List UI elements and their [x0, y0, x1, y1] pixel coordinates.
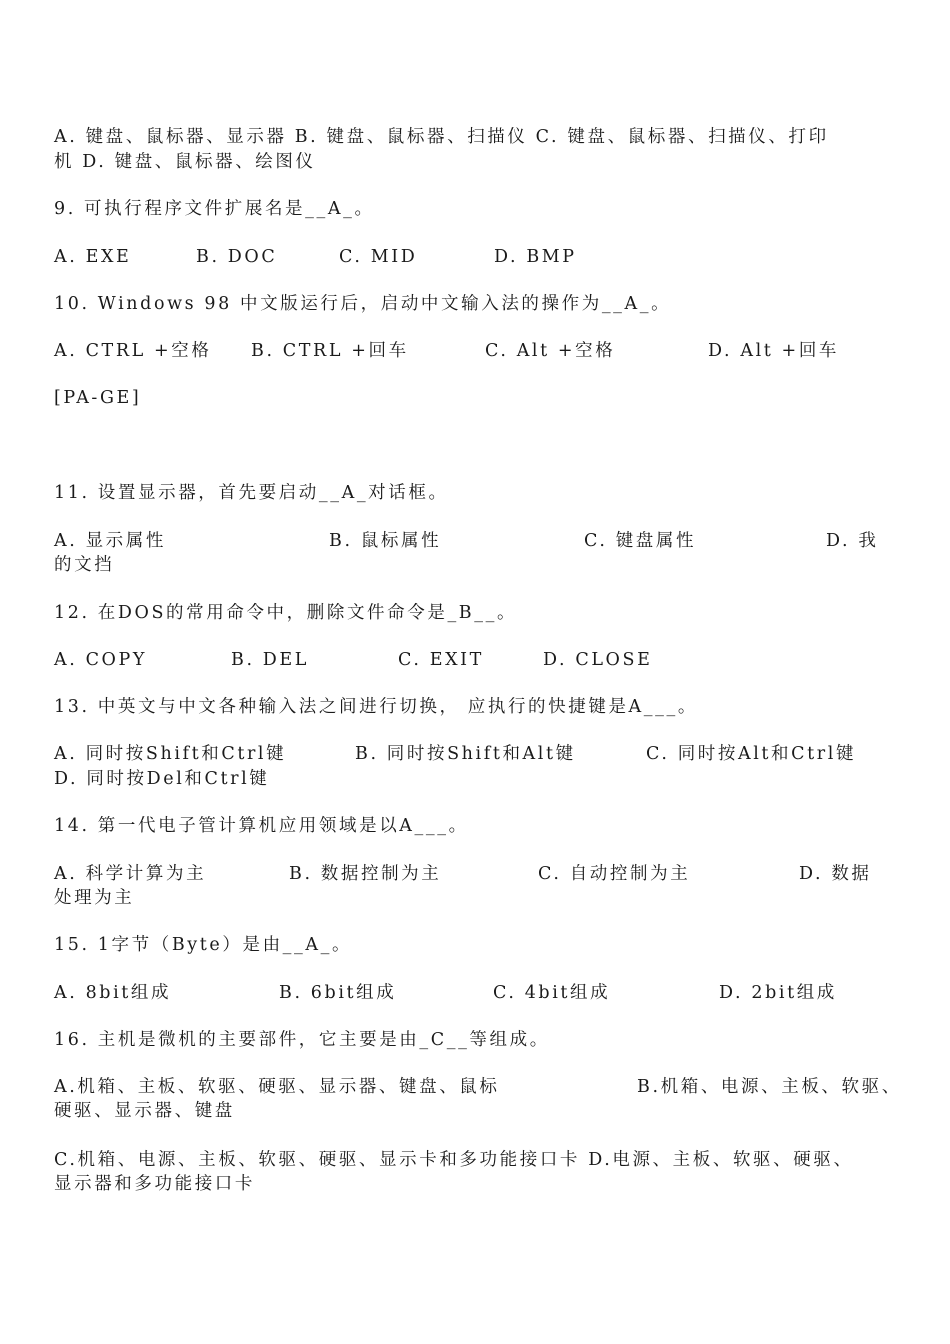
q16-option-b: B.机箱、电源、主板、软驱、	[637, 1077, 902, 1097]
q11-option-c: C. 键盘属性	[584, 531, 697, 551]
q16-options-cd: C.机箱、电源、主板、软驱、硬驱、显示卡和多功能接口卡 D.电源、主板、软驱、硬驱、	[54, 1150, 854, 1170]
q9-option-d: D. BMP	[494, 247, 577, 267]
q14-option-d: D. 数据	[799, 864, 872, 884]
q11-question: 11. 设置显示器，首先要启动__A_对话框。	[54, 483, 449, 503]
q8-options-line-2: 机 D. 键盘、鼠标器、绘图仪	[54, 152, 316, 172]
q10-option-b: B. CTRL +回车	[251, 341, 409, 361]
q16-option-a: A.机箱、主板、软驱、硬驱、显示器、键盘、鼠标	[54, 1077, 500, 1097]
q9-option-c: C. MID	[339, 247, 418, 267]
q16-option-b-continued: 硬驱、显示器、键盘	[54, 1101, 235, 1121]
q14-option-a: A. 科学计算为主	[54, 864, 207, 884]
q15-option-b: B. 6bit组成	[279, 983, 397, 1003]
q11-option-a: A. 显示属性	[54, 531, 166, 551]
q13-option-a: A. 同时按Shift和Ctrl键	[54, 744, 287, 764]
q10-option-a: A. CTRL +空格	[54, 341, 212, 361]
page-marker: [PA-GE]	[54, 388, 142, 408]
q16-option-d-continued: 显示器和多功能接口卡	[54, 1174, 255, 1194]
q13-option-c: C. 同时按Alt和Ctrl键	[646, 744, 857, 764]
q12-option-a: A. COPY	[54, 650, 148, 670]
q11-option-b: B. 鼠标属性	[329, 531, 442, 551]
q15-option-d: D. 2bit组成	[719, 983, 837, 1003]
q12-option-c: C. EXIT	[398, 650, 484, 670]
q15-question: 15. 1字节（Byte）是由__A_。	[54, 935, 353, 955]
q8-options-line-1: A. 键盘、鼠标器、显示器 B. 键盘、鼠标器、扫描仪 C. 键盘、鼠标器、扫描仪、打印	[54, 127, 829, 147]
q14-question: 14. 第一代电子管计算机应用领域是以A___。	[54, 816, 469, 836]
q11-option-d: D. 我	[826, 531, 879, 551]
q13-question: 13. 中英文与中文各种输入法之间进行切换， 应执行的快捷键是A___。	[54, 697, 698, 717]
q12-option-b: B. DEL	[231, 650, 310, 670]
q10-option-c: C. Alt +空格	[485, 341, 616, 361]
q10-question: 10. Windows 98 中文版运行后，启动中文输入法的操作为__A_。	[54, 294, 672, 314]
q11-option-d-continued: 的文挡	[54, 555, 115, 575]
q16-question: 16. 主机是微机的主要部件，它主要是由_C__等组成。	[54, 1030, 550, 1050]
q13-option-b: B. 同时按Shift和Alt键	[355, 744, 576, 764]
q15-option-a: A. 8bit组成	[54, 983, 172, 1003]
q12-question: 12. 在DOS的常用命令中，删除文件命令是_B__。	[54, 603, 518, 623]
q14-option-c: C. 自动控制为主	[538, 864, 691, 884]
q10-option-d: D. Alt +回车	[708, 341, 840, 361]
q15-option-c: C. 4bit组成	[493, 983, 611, 1003]
q13-option-d: D. 同时按Del和Ctrl键	[54, 769, 270, 789]
q9-option-b: B. DOC	[196, 247, 278, 267]
q9-question: 9. 可执行程序文件扩展名是__A_。	[54, 199, 375, 219]
q12-option-d: D. CLOSE	[543, 650, 653, 670]
q9-option-a: A. EXE	[54, 247, 132, 267]
q14-option-d-continued: 处理为主	[54, 888, 135, 908]
q14-option-b: B. 数据控制为主	[289, 864, 442, 884]
